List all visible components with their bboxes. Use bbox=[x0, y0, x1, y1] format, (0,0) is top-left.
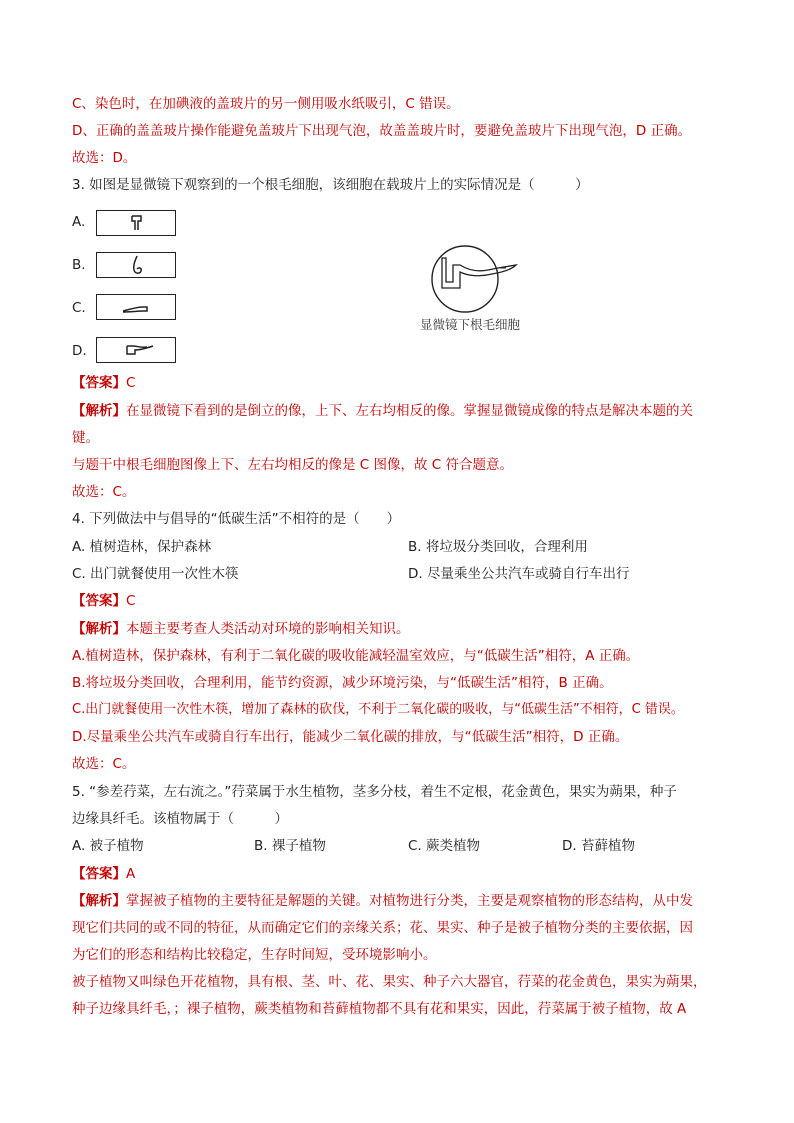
analysis-line: 现它们共同的或不同的特征，从而确定它们的亲缘关系；花、果实、种子是被子植物分类的主要依据，因 bbox=[72, 920, 693, 936]
analysis-line: A.植树造林，保护森林，有利于二氧化碳的吸收能减轻温室效应，与“低碳生活”相符，A 正确。 bbox=[72, 648, 640, 664]
answer-value: A bbox=[126, 866, 136, 882]
answer-value: C bbox=[126, 375, 136, 391]
q4-option-c: C. 出门就餐使用一次性木筷 bbox=[72, 566, 239, 582]
choose-line: 故选：C。 bbox=[72, 484, 136, 500]
analysis-line: B.将垃圾分类回收，合理利用，能节约资源，减少环境污染，与“低碳生活”相符，B 正确。 bbox=[72, 675, 613, 691]
q5-option-c: C. 蕨类植物 bbox=[408, 838, 481, 854]
q5-option-b: B. 裸子植物 bbox=[254, 838, 326, 854]
analysis-line: C、染色时，在加碘液的盖玻片的另一侧用吸水纸吸引，C 错误。 bbox=[72, 96, 460, 112]
answer-tag: 【答案】 bbox=[72, 593, 126, 609]
analysis-text: 本题主要考查人类活动对环境的影响相关知识。 bbox=[126, 621, 410, 637]
q4-option-d: D. 尽量乘坐公共汽车或骑自行车出行 bbox=[408, 566, 630, 582]
analysis-tag: 【解析】 bbox=[72, 621, 126, 637]
q4-option-a: A. 植树造林，保护森林 bbox=[72, 539, 212, 555]
analysis-line: 被子植物又叫绿色开花植物，具有根、茎、叶、花、果实、种子六大器官，荇菜的花金黄色，果实为蒴果， bbox=[72, 974, 707, 990]
question-5-cont: 边缘具纤毛。该植物属于（ ） bbox=[72, 811, 288, 827]
choose-line: 故选：D。 bbox=[72, 150, 137, 166]
question-5: 5. “参差荇菜，左右流之。”荇菜属于水生植物，茎多分枝，着生不定根，花金黄色，果实为蒴果，种子 bbox=[72, 784, 677, 800]
analysis-line bbox=[72, 619, 410, 639]
analysis-line: D、正确的盖盖玻片操作能避免盖玻片下出现气泡，故盖盖玻片时，要避免盖玻片下出现气泡，D 正确。 bbox=[72, 123, 692, 139]
option-d-image bbox=[96, 337, 176, 363]
analysis-tag: 【解析】 bbox=[72, 403, 126, 419]
analysis-line: 与题干中根毛细胞图像上下、左右均相反的像是 C 图像，故 C 符合题意。 bbox=[72, 457, 514, 473]
analysis-text: 在显微镜下看到的是倒立的像，上下、左右均相反的像。掌握显微镜成像的特点是解决本题的关 bbox=[126, 403, 693, 419]
answer-tag: 【答案】 bbox=[72, 866, 126, 882]
analysis-line: C.出门就餐使用一次性木筷，增加了森林的砍伐，不利于二氧化碳的吸收，与“低碳生活”不相符，C 错误。 bbox=[72, 702, 684, 717]
option-d-label: D. bbox=[72, 343, 87, 359]
analysis-text: 掌握被子植物的主要特征是解题的关键。对植物进行分类，主要是观察植物的形态结构，从中发 bbox=[126, 893, 693, 909]
q5-option-a: A. 被子植物 bbox=[72, 838, 144, 854]
answer-line bbox=[72, 591, 135, 611]
answer-line bbox=[72, 373, 135, 393]
figure-caption: 显微镜下根毛细胞 bbox=[420, 317, 521, 332]
q4-option-b: B. 将垃圾分类回收，合理利用 bbox=[408, 539, 588, 555]
option-c-image bbox=[96, 294, 176, 320]
analysis-line: 键。 bbox=[72, 430, 99, 446]
analysis-tag: 【解析】 bbox=[72, 893, 126, 909]
analysis-line: 种子边缘具纤毛，；裸子植物，蕨类植物和苔藓植物都不具有花和果实，因此，荇菜属于被子植物，故 A bbox=[72, 1001, 687, 1017]
option-b-image bbox=[96, 252, 176, 278]
answer-value: C bbox=[126, 593, 136, 609]
question-3: 3. 如图是显微镜下观察到的一个根毛细胞，该细胞在载玻片上的实际情况是（ ） bbox=[72, 177, 589, 193]
option-a-image bbox=[96, 210, 176, 236]
answer-line bbox=[72, 864, 135, 884]
answer-tag: 【答案】 bbox=[72, 375, 126, 391]
analysis-line bbox=[72, 891, 693, 911]
analysis-line: 为它们的形态和结构比较稳定，生存时间短，受环境影响小。 bbox=[72, 947, 437, 963]
analysis-line bbox=[72, 401, 693, 421]
option-b-label: B. bbox=[72, 257, 86, 273]
analysis-line: D.尽量乘坐公共汽车或骑自行车出行，能减少二氧化碳的排放，与“低碳生活”相符，D 正确。 bbox=[72, 729, 629, 745]
question-4: 4. 下列做法中与倡导的“低碳生活”不相符的是（ ） bbox=[72, 511, 401, 527]
option-a-label: A. bbox=[72, 214, 86, 230]
q5-option-d: D. 苔藓植物 bbox=[562, 838, 635, 854]
option-c-label: C. bbox=[72, 300, 86, 316]
choose-line: 故选：C。 bbox=[72, 756, 136, 772]
